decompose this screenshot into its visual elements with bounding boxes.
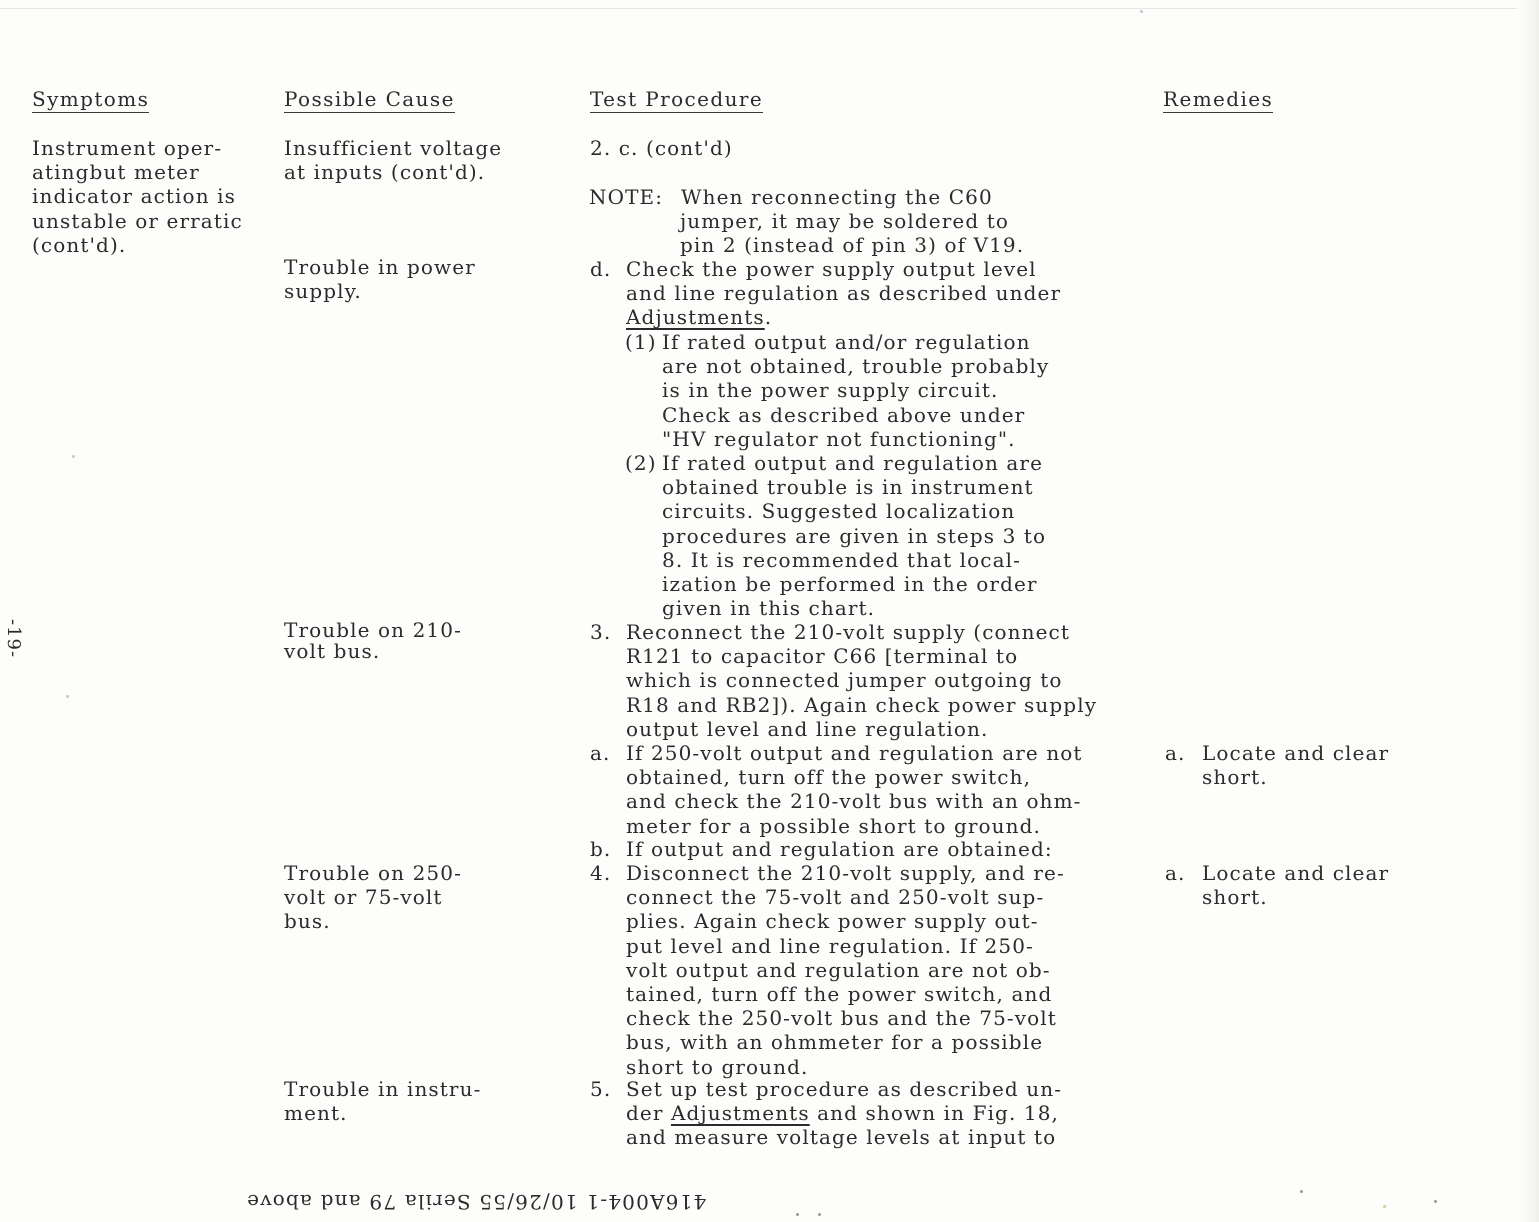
cause-line: Trouble in power	[284, 255, 476, 279]
step-d2-label: (2)	[625, 451, 657, 475]
step-3-line: Reconnect the 210-volt supply (connect	[626, 620, 1070, 644]
step-5-post: and shown in Fig. 18,	[809, 1101, 1059, 1126]
step-3-line: output level and line regulation.	[626, 716, 989, 741]
scan-top-line	[0, 8, 1539, 9]
cause-line: ment.	[284, 1101, 348, 1126]
step-3a-line: meter for a possible short to ground.	[626, 813, 1041, 838]
footer-document-id: 416A004-1 10/26/55 Serila 79 and above	[246, 1190, 707, 1214]
step-3-line: R18 and RB2]). Again check power supply	[626, 692, 1098, 717]
step-d-line: and line regulation as described under	[626, 281, 1062, 306]
step-d2-line: given in this chart.	[662, 596, 876, 621]
remedy-locate-short	[1202, 741, 1389, 789]
scan-speck	[1300, 1190, 1303, 1193]
step-4-line: plies. Again check power supply out-	[626, 909, 1039, 934]
step-d-label: d.	[590, 257, 612, 281]
scan-speck	[1383, 1205, 1386, 1208]
step-3b-label: b.	[590, 837, 612, 861]
step-4-line: volt output and regulation are not ob-	[626, 957, 1051, 982]
step-5-line: and measure voltage levels at input to	[626, 1125, 1057, 1150]
step-5-text	[626, 1077, 1062, 1150]
note-line: When reconnecting the C60	[681, 185, 993, 209]
step-4-line: Disconnect the 210-volt supply, and re-	[626, 861, 1065, 885]
symptom-line: (cont'd).	[32, 232, 127, 257]
cause-line: Trouble on 210-	[284, 618, 462, 642]
scan-speck	[818, 1213, 821, 1216]
note-continuation	[680, 209, 1024, 257]
scan-speck	[1140, 10, 1143, 13]
page-number: -19-	[3, 618, 25, 659]
step-4-line: put level and line regulation. If 250-	[626, 933, 1034, 958]
step-d1-line: If rated output and/or regulation	[662, 330, 1031, 354]
cause-instrument	[284, 1077, 481, 1125]
scan-right-edge	[1517, 0, 1539, 1222]
remedy-line: Locate and clear	[1202, 861, 1390, 885]
symptom-line: atingbut meter	[32, 160, 200, 185]
step-d-period: .	[764, 305, 773, 330]
adjustments-link: Adjustments	[670, 1101, 810, 1126]
cause-line: volt bus.	[284, 639, 381, 663]
remedy-locate-short	[1202, 861, 1389, 909]
step-d-text	[626, 257, 1061, 330]
step-4-line: check the 250-volt bus and the 75-volt	[626, 1006, 1057, 1031]
cause-line: supply.	[284, 279, 362, 304]
symptom-line: indicator action is	[32, 184, 236, 209]
step-3a-label: a.	[590, 741, 611, 765]
step-3a-line: obtained, turn off the power switch,	[626, 765, 1032, 790]
header-symptoms: Symptoms	[32, 87, 150, 111]
step-d1-line: is in the power supply circuit.	[662, 378, 999, 403]
note-label: NOTE:	[589, 185, 664, 209]
symptom-line: unstable or erratic	[32, 208, 243, 233]
cause-line: at inputs (cont'd).	[284, 160, 486, 185]
remedy-line: Locate and clear	[1202, 741, 1390, 765]
header-remedies: Remedies	[1163, 87, 1274, 111]
cause-line: Trouble in instru-	[284, 1077, 482, 1101]
step-4-label: 4.	[590, 861, 612, 885]
step-3b-line: If output and regulation are obtained:	[626, 837, 1053, 861]
cause-power-supply	[284, 255, 476, 303]
step-3a-line: and check the 210-volt bus with an ohm-	[626, 789, 1082, 814]
cause-line: volt or 75-volt	[284, 885, 443, 910]
header-possible-cause: Possible Cause	[284, 87, 455, 111]
scan-speck	[72, 455, 75, 458]
step-d2-line: obtained trouble is in instrument	[662, 475, 1034, 500]
cause-line: Insufficient voltage	[284, 136, 503, 160]
step-3-line: R121 to capacitor C66 [terminal to	[626, 644, 1019, 669]
remedy-line: short.	[1202, 765, 1268, 790]
step-d2-line: If rated output and regulation are	[662, 451, 1044, 475]
step-5-line-with-link	[626, 1101, 1062, 1125]
step-3-line: which is connected jumper outgoing to	[626, 668, 1063, 693]
step-4-line: bus, with an ohmmeter for a possible	[626, 1030, 1044, 1055]
step-d1-text	[662, 330, 1049, 451]
scan-speck	[1434, 1200, 1437, 1203]
step-d2-line: ization be performed in the order	[662, 571, 1038, 596]
symptom-text	[32, 136, 243, 257]
note-line: pin 2 (instead of pin 3) of V19.	[680, 233, 1025, 258]
step-d1-line: are not obtained, trouble probably	[662, 354, 1050, 379]
step-d1-label: (1)	[625, 330, 657, 354]
step-2c-cont: 2. c. (cont'd)	[590, 136, 733, 160]
remedy-label: a.	[1165, 741, 1186, 765]
step-d-link-line	[626, 305, 1061, 329]
step-d-line: Check the power supply output level	[626, 257, 1037, 281]
step-4-line: tained, turn off the power switch, and	[626, 981, 1053, 1006]
cause-line: bus.	[284, 909, 331, 934]
step-d1-line: "HV regulator not functioning".	[662, 426, 1016, 451]
remedy-label: a.	[1165, 861, 1186, 885]
step-d2-text	[662, 451, 1046, 620]
cause-line: Trouble on 250-	[284, 861, 462, 885]
scan-speck	[796, 1213, 799, 1216]
note-line: jumper, it may be soldered to	[680, 209, 1009, 233]
step-3-text	[626, 620, 1097, 741]
step-5-pre: der	[626, 1101, 671, 1126]
step-3-label: 3.	[590, 620, 612, 644]
step-4-text	[626, 861, 1065, 1079]
step-4-line: connect the 75-volt and 250-volt sup-	[626, 885, 1045, 910]
step-4-line: short to ground.	[626, 1054, 809, 1079]
step-3a-text	[626, 741, 1083, 838]
step-d2-line: circuits. Suggested localization	[662, 499, 1016, 524]
step-d2-line: procedures are given in steps 3 to	[662, 523, 1047, 548]
cause-250-75-volt-bus	[284, 861, 462, 934]
step-5-label: 5.	[590, 1077, 612, 1101]
step-d2-line: 8. It is recommended that local-	[662, 547, 1021, 572]
step-d1-line: Check as described above under	[662, 402, 1026, 427]
scan-speck	[66, 695, 69, 698]
cause-210-volt-bus	[284, 620, 462, 662]
remedy-line: short.	[1202, 885, 1268, 910]
adjustments-link: Adjustments	[626, 305, 765, 330]
symptom-line: Instrument oper-	[32, 136, 223, 160]
step-3a-line: If 250-volt output and regulation are not	[626, 741, 1083, 765]
step-5-line: Set up test procedure as described un-	[626, 1077, 1063, 1101]
header-test-procedure: Test Procedure	[590, 87, 764, 111]
cause-insufficient-voltage	[284, 136, 502, 184]
